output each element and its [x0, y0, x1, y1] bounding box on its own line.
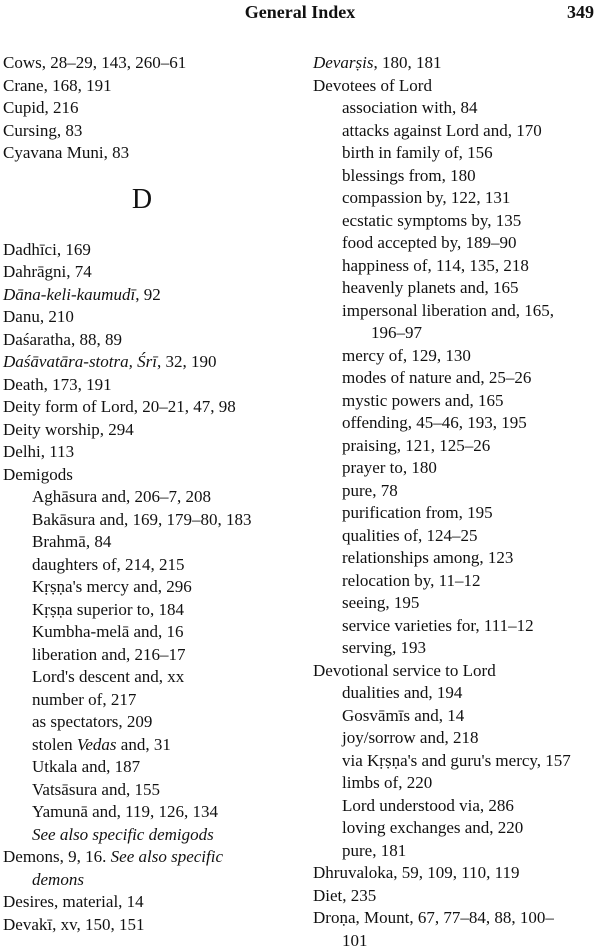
index-entry	[3, 120, 293, 143]
index-subentry	[313, 682, 600, 705]
entry-text: Devotional service to Lord	[313, 661, 496, 680]
entry-text: Delhi, 113	[3, 442, 74, 461]
entry-text: , 32, 190	[157, 352, 217, 371]
index-entry-continuation	[313, 930, 600, 952]
entry-text: 196–97	[371, 323, 422, 342]
index-subentry	[313, 210, 600, 233]
index-entry	[313, 75, 600, 98]
entry-text: attacks against Lord and, 170	[342, 121, 542, 140]
index-subentry	[313, 772, 600, 795]
index-subentry	[3, 779, 293, 802]
index-subentry	[3, 756, 293, 779]
entry-text: heavenly planets and, 165	[342, 278, 519, 297]
index-subentry	[313, 457, 600, 480]
index-entry	[3, 441, 293, 464]
entry-text: seeing, 195	[342, 593, 419, 612]
entry-text: Crane, 168, 191	[3, 76, 112, 95]
index-subentry	[3, 599, 293, 622]
entry-text: Cursing, 83	[3, 121, 82, 140]
entry-text: modes of nature and, 25–26	[342, 368, 531, 387]
index-subentry	[313, 840, 600, 863]
entry-text: Cupid, 216	[3, 98, 79, 117]
index-subentry	[313, 345, 600, 368]
entry-text: 101	[342, 931, 368, 950]
index-subentry	[313, 300, 600, 323]
entry-text: Brahmā, 84	[32, 532, 111, 551]
index-subentry	[313, 187, 600, 210]
entry-text: Dhruvaloka, 59, 109, 110, 119	[313, 863, 520, 882]
index-entry	[3, 846, 293, 869]
index-column-left	[3, 52, 293, 936]
entries-before-letter	[3, 52, 293, 165]
entry-text: Dahrāgni, 74	[3, 262, 92, 281]
index-column-right	[313, 52, 600, 952]
entry-text: Cyavana Muni, 83	[3, 143, 129, 162]
entry-text: qualities of, 124–25	[342, 526, 478, 545]
entry-text: limbs of, 220	[342, 773, 432, 792]
entry-text: ecstatic symptoms by, 135	[342, 211, 521, 230]
entry-text: loving exchanges and, 220	[342, 818, 523, 837]
index-entry	[313, 660, 600, 683]
index-subentry	[313, 390, 600, 413]
index-entry-continuation	[313, 322, 600, 345]
index-subentry	[313, 547, 600, 570]
index-subentry	[313, 817, 600, 840]
entries-after-letter	[3, 239, 293, 937]
entry-text: , 180, 181	[373, 53, 441, 72]
index-subentry	[3, 531, 293, 554]
index-subentry	[313, 570, 600, 593]
index-subentry	[313, 277, 600, 300]
entry-italic-text: Daśāvatāra-stotra, Śrī	[3, 352, 157, 371]
entries-right	[313, 52, 600, 952]
entry-text: relationships among, 123	[342, 548, 513, 567]
index-entry	[3, 75, 293, 98]
index-entry	[3, 142, 293, 165]
entry-text: purification from, 195	[342, 503, 493, 522]
index-subentry	[313, 255, 600, 278]
index-subentry	[313, 165, 600, 188]
index-entry-continuation	[3, 869, 293, 892]
index-subentry	[3, 824, 293, 847]
entry-text: Kṛṣṇa's mercy and, 296	[32, 577, 192, 596]
entry-text: association with, 84	[342, 98, 478, 117]
entry-text: Death, 173, 191	[3, 375, 112, 394]
entry-text: Devakī, xv, 150, 151	[3, 915, 145, 934]
entry-text: Lord understood via, 286	[342, 796, 514, 815]
index-subentry	[313, 637, 600, 660]
entry-italic-text: See also specific demigods	[32, 825, 214, 844]
entry-text: mystic powers and, 165	[342, 391, 503, 410]
entry-text: dualities and, 194	[342, 683, 462, 702]
index-entry	[3, 374, 293, 397]
entry-text: compassion by, 122, 131	[342, 188, 510, 207]
entry-text: offending, 45–46, 193, 195	[342, 413, 527, 432]
index-entry	[3, 914, 293, 937]
entry-text: Deity form of Lord, 20–21, 47, 98	[3, 397, 236, 416]
page-title: General Index	[0, 0, 600, 24]
entry-italic-text: Vedas	[77, 735, 117, 754]
index-subentry	[313, 232, 600, 255]
entry-text: Cows, 28–29, 143, 260–61	[3, 53, 186, 72]
entry-text: mercy of, 129, 130	[342, 346, 471, 365]
index-subentry	[3, 621, 293, 644]
index-subentry	[3, 576, 293, 599]
entry-text: via Kṛṣṇa's and guru's mercy, 157	[342, 751, 571, 770]
index-entry	[3, 284, 293, 307]
index-entry	[3, 97, 293, 120]
entry-text: Droṇa, Mount, 67, 77–84, 88, 100–	[313, 908, 554, 927]
entry-italic-text: Devarṣis	[313, 53, 373, 72]
index-subentry	[313, 705, 600, 728]
index-entry	[3, 306, 293, 329]
index-subentry	[313, 525, 600, 548]
running-header	[0, 0, 600, 28]
index-subentry	[313, 615, 600, 638]
entry-text: joy/sorrow and, 218	[342, 728, 478, 747]
entry-italic-text: See also specific	[111, 847, 223, 866]
entry-text: Kṛṣṇa superior to, 184	[32, 600, 184, 619]
entry-text: and, 31	[117, 735, 171, 754]
page-number: 349	[567, 0, 594, 24]
index-subentry	[313, 367, 600, 390]
entry-text: serving, 193	[342, 638, 426, 657]
entry-text: pure, 181	[342, 841, 406, 860]
index-entry	[313, 907, 600, 930]
entry-text: pure, 78	[342, 481, 398, 500]
index-entry	[313, 52, 600, 75]
entry-text: blessings from, 180	[342, 166, 476, 185]
entry-text: Demons, 9, 16.	[3, 847, 111, 866]
entry-text: prayer to, 180	[342, 458, 437, 477]
entry-text: Daśaratha, 88, 89	[3, 330, 122, 349]
entry-italic-text: demons	[32, 870, 84, 889]
entry-text: Lord's descent and, xx	[32, 667, 184, 686]
index-subentry	[313, 480, 600, 503]
index-entry	[3, 396, 293, 419]
entry-text: praising, 121, 125–26	[342, 436, 490, 455]
index-entry	[3, 239, 293, 262]
index-entry	[313, 862, 600, 885]
entry-text: Yamunā and, 119, 126, 134	[32, 802, 218, 821]
index-subentry	[3, 486, 293, 509]
entry-text: Bakāsura and, 169, 179–80, 183	[32, 510, 252, 529]
entry-text: Utkala and, 187	[32, 757, 140, 776]
entry-text: Diet, 235	[313, 886, 376, 905]
entry-text: Desires, material, 14	[3, 892, 144, 911]
entry-text: Danu, 210	[3, 307, 74, 326]
index-subentry	[313, 435, 600, 458]
entry-text: Kumbha-melā and, 16	[32, 622, 184, 641]
entry-text: Aghāsura and, 206–7, 208	[32, 487, 211, 506]
index-subentry	[313, 412, 600, 435]
entry-text: Gosvāmīs and, 14	[342, 706, 464, 725]
entry-text: birth in family of, 156	[342, 143, 493, 162]
entry-text: service varieties for, 111–12	[342, 616, 534, 635]
entry-text: impersonal liberation and, 165,	[342, 301, 554, 320]
index-subentry	[313, 750, 600, 773]
index-subentry	[3, 509, 293, 532]
index-subentry	[313, 142, 600, 165]
index-entry	[313, 885, 600, 908]
index-subentry	[313, 727, 600, 750]
entry-text: relocation by, 11–12	[342, 571, 480, 590]
entry-text: happiness of, 114, 135, 218	[342, 256, 529, 275]
entry-text: stolen	[32, 735, 77, 754]
entry-text: as spectators, 209	[32, 712, 152, 731]
index-entry	[3, 329, 293, 352]
entry-text: Vatsāsura and, 155	[32, 780, 160, 799]
index-entry	[3, 261, 293, 284]
index-subentry	[3, 689, 293, 712]
index-entry	[3, 351, 293, 374]
entry-text: liberation and, 216–17	[32, 645, 185, 664]
index-subentry	[3, 666, 293, 689]
index-subentry	[3, 554, 293, 577]
index-subentry	[313, 592, 600, 615]
entry-text: daughters of, 214, 215	[32, 555, 185, 574]
index-entry	[3, 419, 293, 442]
index-subentry	[3, 734, 293, 757]
entry-text: number of, 217	[32, 690, 136, 709]
index-subentry	[313, 502, 600, 525]
index-subentry	[313, 97, 600, 120]
section-letter: D	[3, 184, 293, 216]
index-subentry	[313, 120, 600, 143]
entry-text: Demigods	[3, 465, 73, 484]
index-entry	[3, 464, 293, 487]
index-subentry	[3, 711, 293, 734]
index-subentry	[3, 644, 293, 667]
index-entry	[3, 891, 293, 914]
entry-text: Devotees of Lord	[313, 76, 432, 95]
entry-text: Deity worship, 294	[3, 420, 134, 439]
entry-text: Dadhīci, 169	[3, 240, 91, 259]
index-subentry	[3, 801, 293, 824]
entry-text: , 92	[135, 285, 161, 304]
entry-text: food accepted by, 189–90	[342, 233, 517, 252]
entry-italic-text: Dāna-keli-kaumudī	[3, 285, 135, 304]
index-entry	[3, 52, 293, 75]
index-subentry	[313, 795, 600, 818]
